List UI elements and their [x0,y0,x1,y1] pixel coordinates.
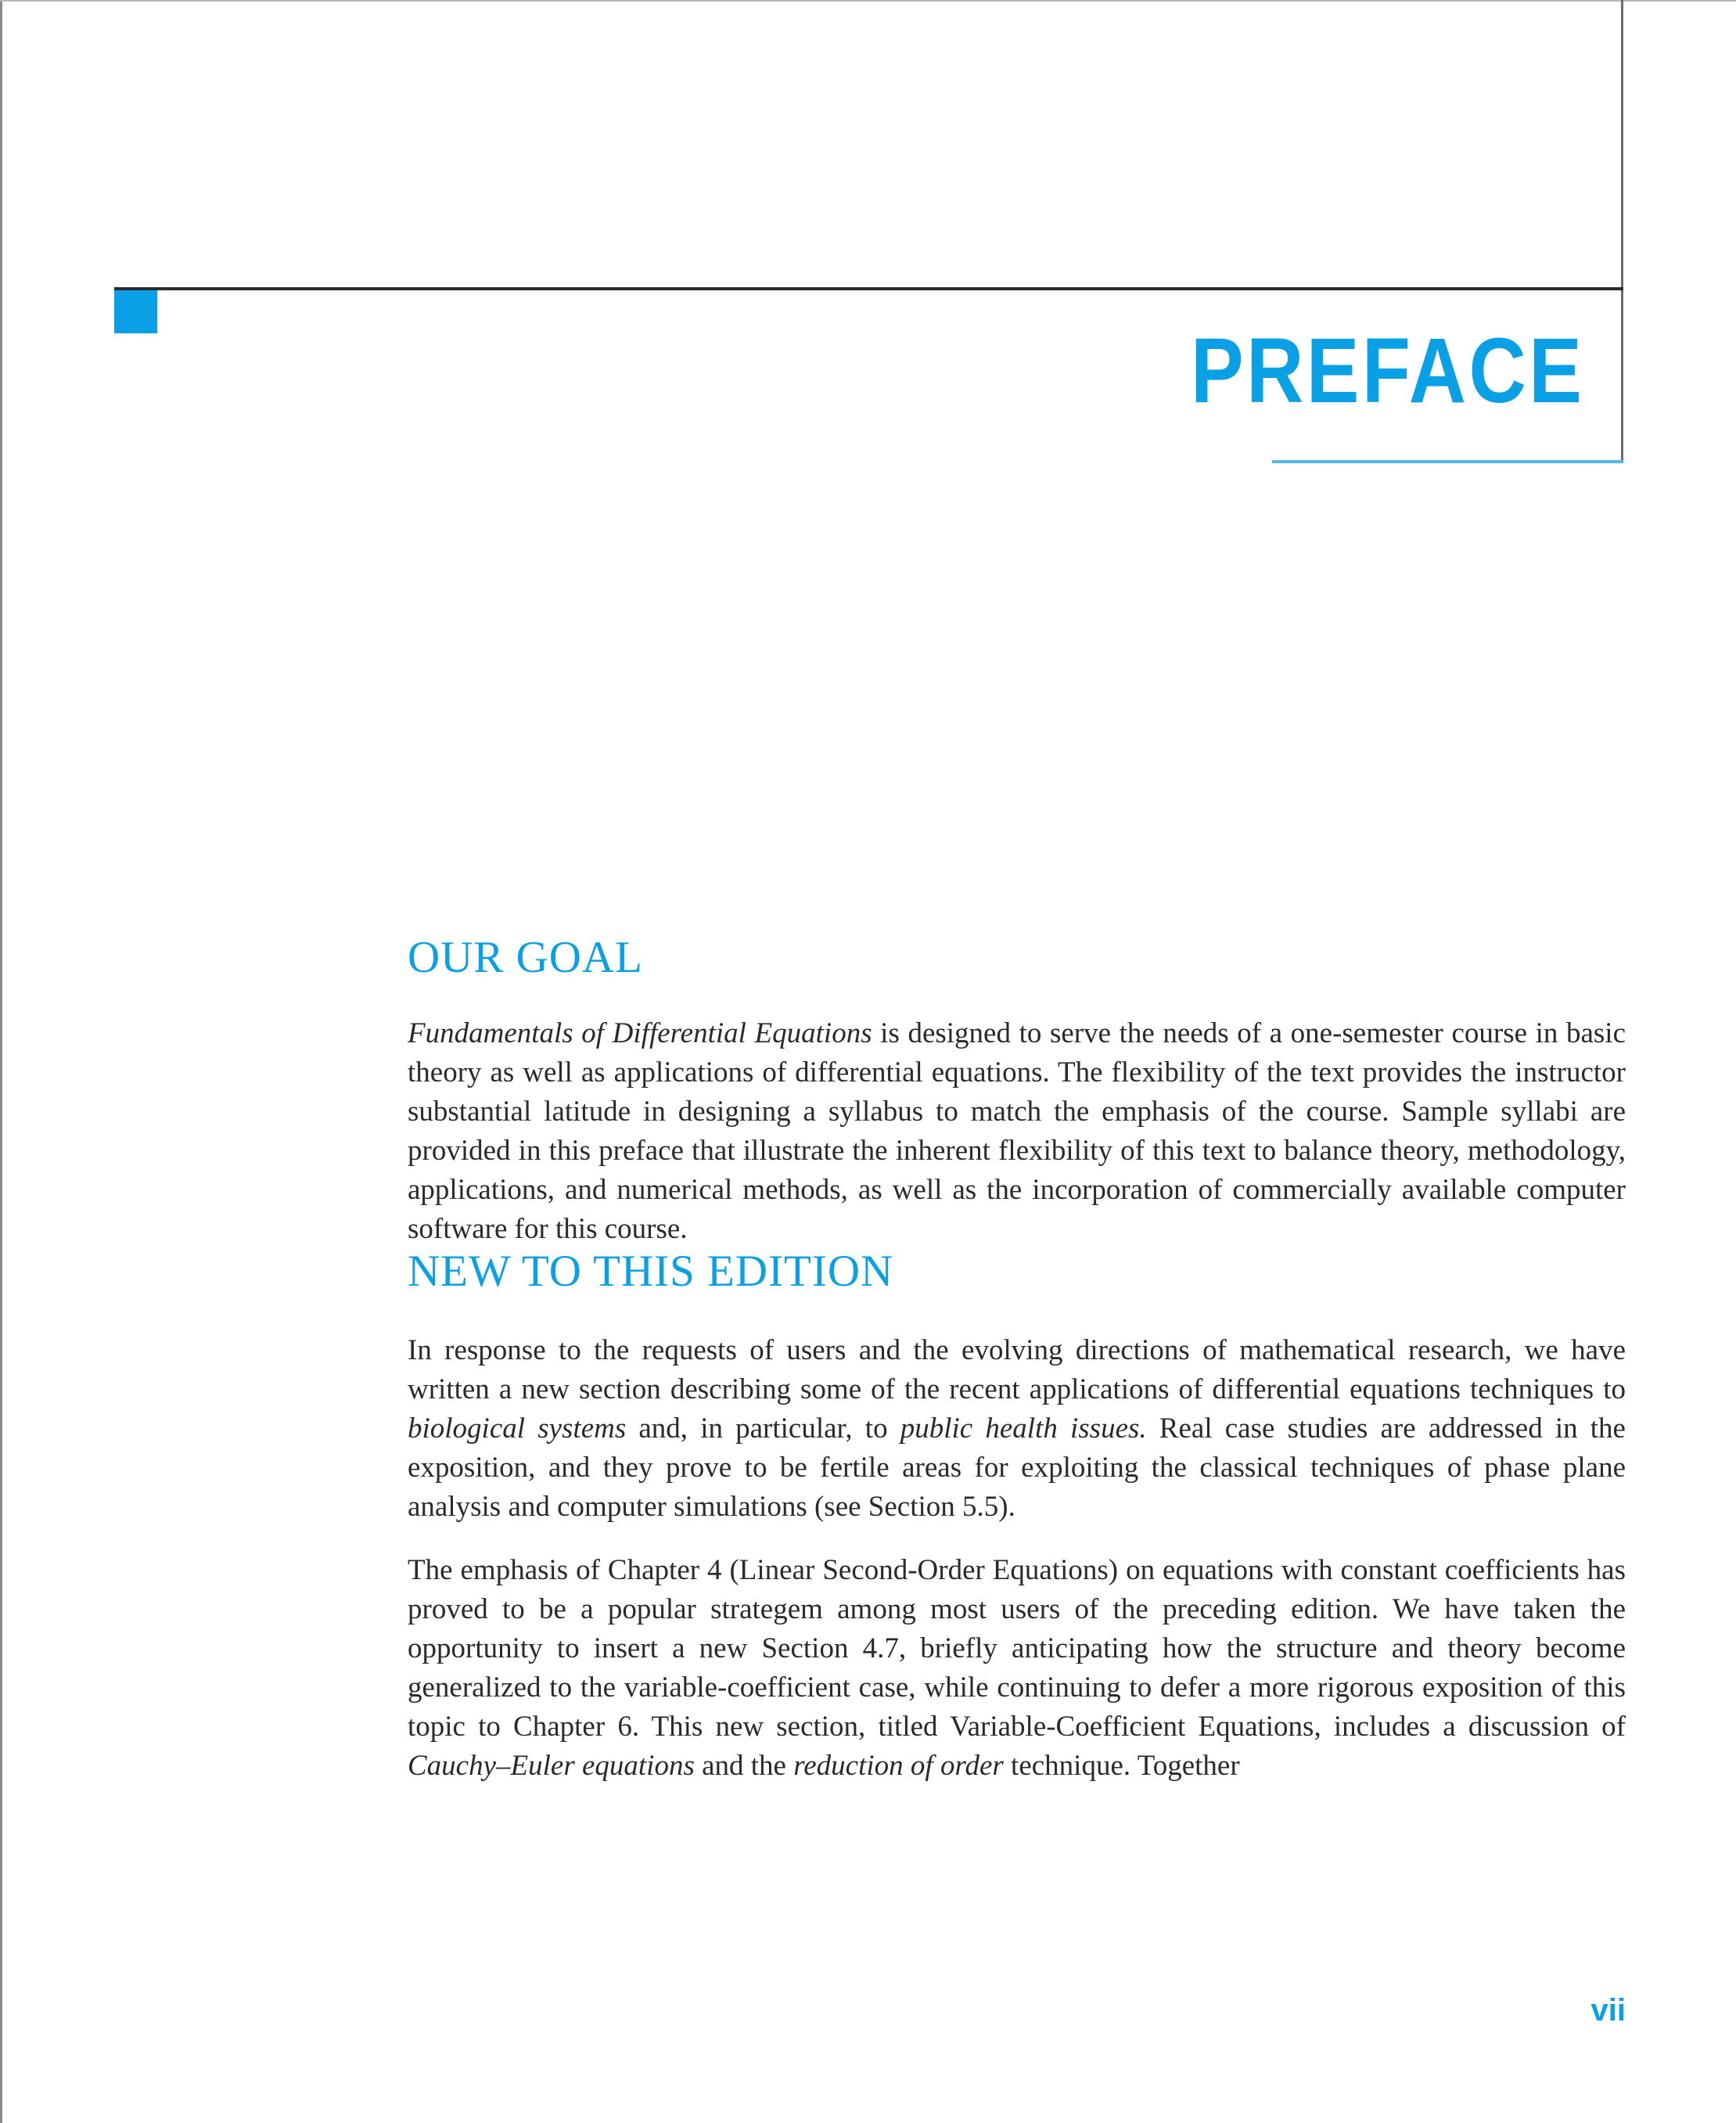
page-top-edge [0,0,1736,2]
our-goal-paragraph [408,1014,1626,1249]
new-edition-paragraph-2 [408,1551,1626,1786]
header-frame-horizontal-rule [114,287,1623,290]
page-left-edge [0,0,2,2123]
paragraph-text: and the [694,1750,794,1782]
section-heading-our-goal: OUR GOAL [408,933,643,982]
emphasis-text: public health issues. [900,1412,1147,1445]
paragraph-text: Real case studies are addressed in the exposition, and they prove to be fertile areas for exploiting the classical techniques of phase plane analysis and computer simulations (see Section 5.5). [408,1412,1626,1523]
new-edition-paragraph-1 [408,1331,1626,1527]
paragraph-text: The emphasis of Chapter 4 (Linear Second-Order Equations) on equations with constant coefficients has proved to be a popular strategem among most users of the preceding edition. We have taken the opportunity to insert a new Section 4.7, briefly anticipating how the structure and theory become generalized to the variable-coefficient case, while continuing to defer a more rigorous exposition of this topic to Chapter 6. This new section, titled Variable-Coefficient Equations, includes a discussion of [408,1554,1626,1743]
our-goal-text: is designed to serve the needs of a one-semester course in basic theory as well as applications of differential equations. The flexibility of the text provides the instructor substantial latitude in designing a syllabus to match the emphasis of the course. Sample syllabi are provided in this preface that illustrate the inherent flexibility of this text to balance theory, methodology, applications, and numerical methods, as well as the incorporation of commercially available computer software for this course. [408,1017,1626,1245]
title-underline [1272,460,1623,463]
header-frame-vertical-rule [1621,0,1623,463]
page-title: PREFACE [1190,319,1584,423]
section-heading-new-edition: NEW TO THIS EDITION [408,1247,894,1296]
emphasis-text: reduction of order [793,1750,1004,1782]
main-content [408,935,1626,1786]
paragraph-text: technique. Together [1003,1750,1240,1782]
book-title: Fundamentals of Differential Equations [408,1017,872,1049]
emphasis-text: biological systems [408,1412,627,1445]
paragraph-text: In response to the requests of users and the evolving directions of mathematical research, we have written a new section describing some of the recent applications of differential equations techniques to [408,1334,1626,1405]
paragraph-text: and, in particular, to [626,1412,900,1445]
emphasis-text: Cauchy–Euler equations [408,1750,695,1782]
chapter-marker-square [114,290,157,333]
page-number: vii [1590,1993,1626,2028]
